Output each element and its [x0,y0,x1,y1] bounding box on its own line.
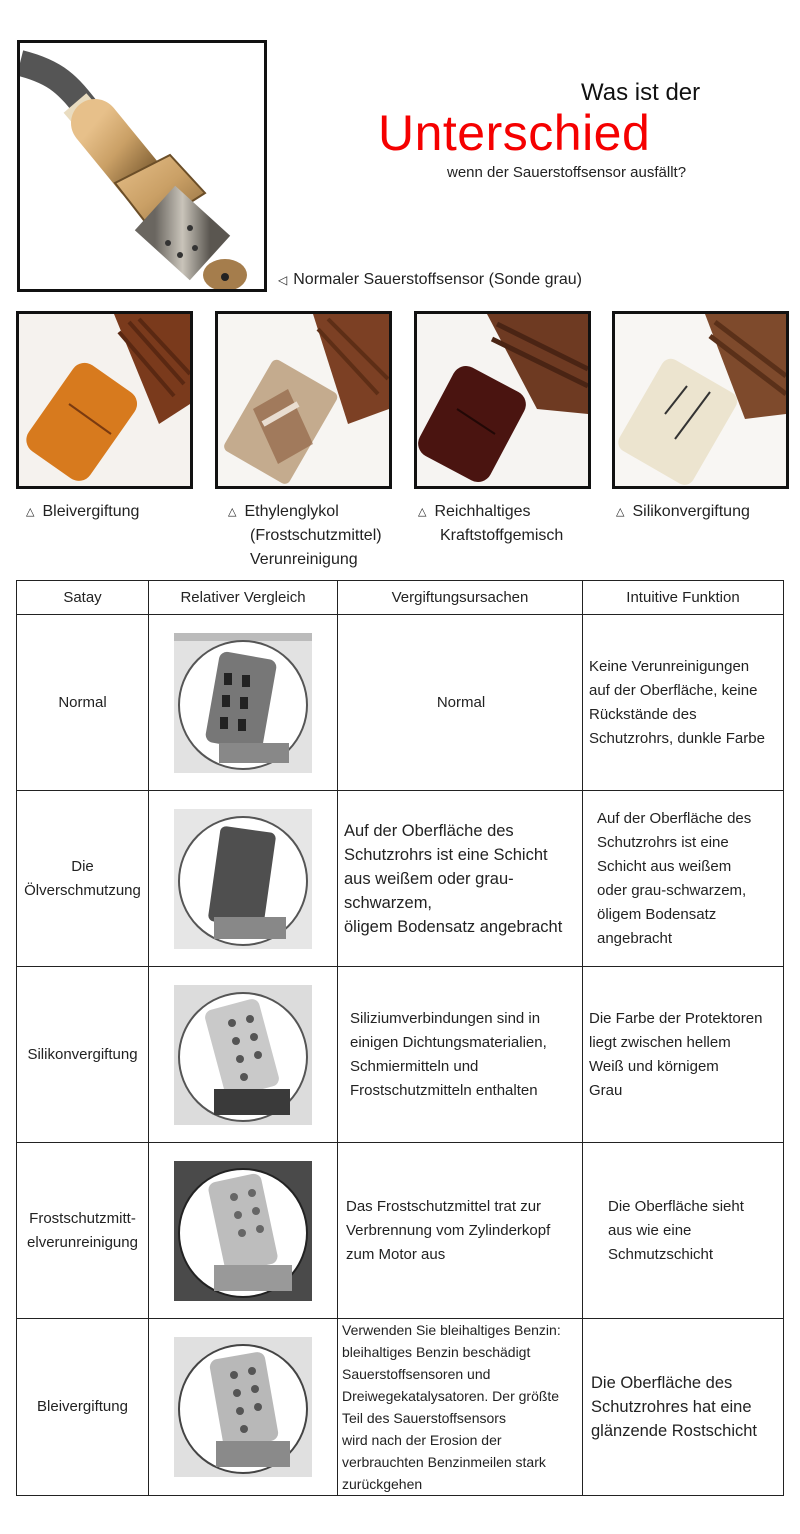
header-causes: Vergiftungsursachen [338,581,583,615]
row-function: Die Oberfläche des Schutzrohres hat eine glänzende Rostschicht [583,1319,784,1496]
sensor-antifreeze-thumb-icon [174,1161,312,1301]
header-function: Intuitive Funktion [583,581,784,615]
row-name: Silikonvergiftung [17,967,149,1143]
row-thumbnail [149,615,338,791]
sample-photo-rich-mixture [414,311,591,489]
sample-caption-glycol: △ Ethylenglykol (Frostschutzmittel) Verunreinigung [228,500,382,572]
table-row [17,1319,784,1496]
row-cause: Das Frostschutzmittel trat zur Verbrennung vom Zylinderkopf zum Motor aus [338,1143,583,1319]
row-function: Auf der Oberfläche des Schutzrohrs ist eine Schicht aus weißem oder grau-schwarzem, öligem Bodensatz angebracht [583,791,784,967]
hero-subtitle: wenn der Sauerstoffsensor ausfällt? [447,164,687,181]
triangle-up-icon: △ [228,506,237,518]
glycol-contaminated-sensor-icon [218,314,389,486]
sensor-silicone-thumb-icon [174,985,312,1125]
row-cause: Auf der Oberfläche des Schutzrohrs ist eine Schicht aus weißem oder grau-schwarzem, öligem Bodensatz angebracht [338,791,583,967]
header-state: Satay [17,581,149,615]
sample-caption-lead: △ Bleivergiftung [26,500,139,524]
row-function: Die Farbe der Protektoren liegt zwischen hellem Weiß und körnigem Grau [583,967,784,1143]
hero-caption [278,271,582,289]
sample-caption-silicone: △ Silikonvergiftung [616,500,750,524]
header-comparison: Relativer Vergleich [149,581,338,615]
sensor-normal-thumb-icon [174,633,312,773]
row-function: Keine Verunreinigungen auf der Oberfläche, keine Rückstände des Schutzrohrs, dunkle Farbe [583,615,784,791]
table-row [17,1143,784,1319]
sensor-lead-thumb-icon [174,1337,312,1477]
sample-photo-silicone [612,311,789,489]
row-cause: Normal [338,615,583,791]
rich-mixture-sensor-icon [417,314,588,486]
oxygen-sensor-illustration [20,43,264,289]
row-thumbnail [149,1319,338,1496]
table-row [17,967,784,1143]
hero-caption-text: Normaler Sauerstoffsensor (Sonde grau) [293,271,582,288]
hero-title: Unterschied [378,105,651,161]
row-thumbnail [149,791,338,967]
sensor-oil-thumb-icon [174,809,312,949]
row-thumbnail [149,967,338,1143]
row-cause: Verwenden Sie bleihaltiges Benzin: bleihaltiges Benzin beschädigt Sauerstoffsensoren und Dreiwegekatalysatoren. Der größte Teil des Sauerstoffsensors wird nach der Erosion der verbrauchten Benzinmeilen stark zurückgehen [338,1319,583,1496]
hero-sensor-photo [17,40,267,292]
triangle-up-icon: △ [616,506,625,518]
sample-photo-glycol [215,311,392,489]
sample-photo-lead [16,311,193,489]
row-name: Die Ölverschmutzung [17,791,149,967]
row-cause: Siliziumverbindungen sind in einigen Dichtungsmaterialien, Schmiermitteln und Frostschutzmitteln enthalten [338,967,583,1143]
table-header-row [17,581,784,615]
comparison-table [16,580,784,1496]
row-name: Bleivergiftung [17,1319,149,1496]
triangle-up-icon: △ [418,506,427,518]
table-row [17,615,784,791]
silicone-poisoned-sensor-icon [615,314,786,486]
lead-poisoned-sensor-icon [19,314,190,486]
hero-title-pre: Was ist der [581,79,701,106]
row-function: Die Oberfläche sieht aus wie eine Schmutzschicht [583,1143,784,1319]
triangle-up-icon: △ [26,506,35,518]
row-name: Normal [17,615,149,791]
triangle-left-icon: ◁ [278,273,288,287]
row-name: Frostschutzmitt- elverunreinigung [17,1143,149,1319]
sample-caption-rich-mixture: △ Reichhaltiges Kraftstoffgemisch [418,500,563,548]
table-row [17,791,784,967]
row-thumbnail [149,1143,338,1319]
